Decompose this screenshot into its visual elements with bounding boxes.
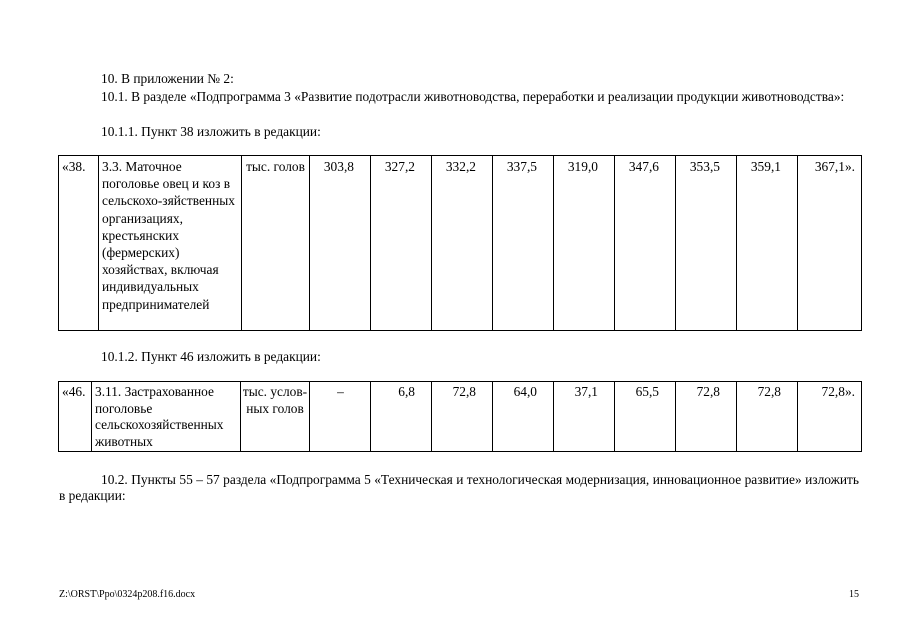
- unit-cell: тыс. голов: [242, 156, 310, 331]
- indicator-cell: 3.11. Застрахованное поголовье сельскохозяйственных животных: [92, 382, 241, 452]
- value-cell: 359,1: [737, 156, 798, 331]
- table-item-46: [58, 381, 862, 452]
- row-number-cell: «38.: [59, 156, 99, 331]
- value-cell: 65,5: [615, 382, 676, 452]
- unit-cell: тыс. услов-ных голов: [241, 382, 310, 452]
- value-cell: 72,8: [432, 382, 493, 452]
- paragraph-10-1-1: 10.1.1. Пункт 38 изложить в редакции:: [101, 124, 321, 139]
- value-cell: 72,8: [676, 382, 737, 452]
- footer-file-path: Z:\ORST\Ppo\0324p208.f16.docx: [59, 589, 196, 600]
- table-item-38: [58, 155, 862, 331]
- value-cell: 337,5: [493, 156, 554, 331]
- value-cell: 72,8».: [798, 382, 862, 452]
- value-cell: 72,8: [737, 382, 798, 452]
- table-row: [59, 156, 862, 331]
- value-cell: 64,0: [493, 382, 554, 452]
- value-cell: 332,2: [432, 156, 493, 331]
- indicator-cell: 3.3. Маточное поголовье овец и коз в сельскохо-зяйственных организациях, крестьянских (фермерских) хозяйствах, включая индивидуальных предпринимателей: [99, 156, 242, 331]
- value-cell: 353,5: [676, 156, 737, 331]
- table-row: [59, 382, 862, 452]
- paragraph-10-1: 10.1. В разделе «Подпрограмма 3 «Развитие подотрасли животноводства, переработки и реализации продукции животноводства»:: [101, 89, 845, 104]
- paragraph-10-2: 10.2. Пункты 55 – 57 раздела «Подпрограмма 5 «Техническая и технологическая модернизация, инновационное развитие» изложить в редакции:: [59, 472, 859, 503]
- value-cell: 347,6: [615, 156, 676, 331]
- appendix-heading: 10. В приложении № 2:: [101, 71, 234, 86]
- value-cell: 367,1».: [798, 156, 862, 331]
- value-cell: 6,8: [371, 382, 432, 452]
- value-cell: 303,8: [310, 156, 371, 331]
- value-cell: 319,0: [554, 156, 615, 331]
- value-cell: 327,2: [371, 156, 432, 331]
- row-number-cell: «46.: [59, 382, 92, 452]
- value-cell: 37,1: [554, 382, 615, 452]
- value-cell: –: [310, 382, 371, 452]
- paragraph-10-1-2: 10.1.2. Пункт 46 изложить в редакции:: [101, 349, 321, 364]
- page-number: 15: [849, 589, 859, 600]
